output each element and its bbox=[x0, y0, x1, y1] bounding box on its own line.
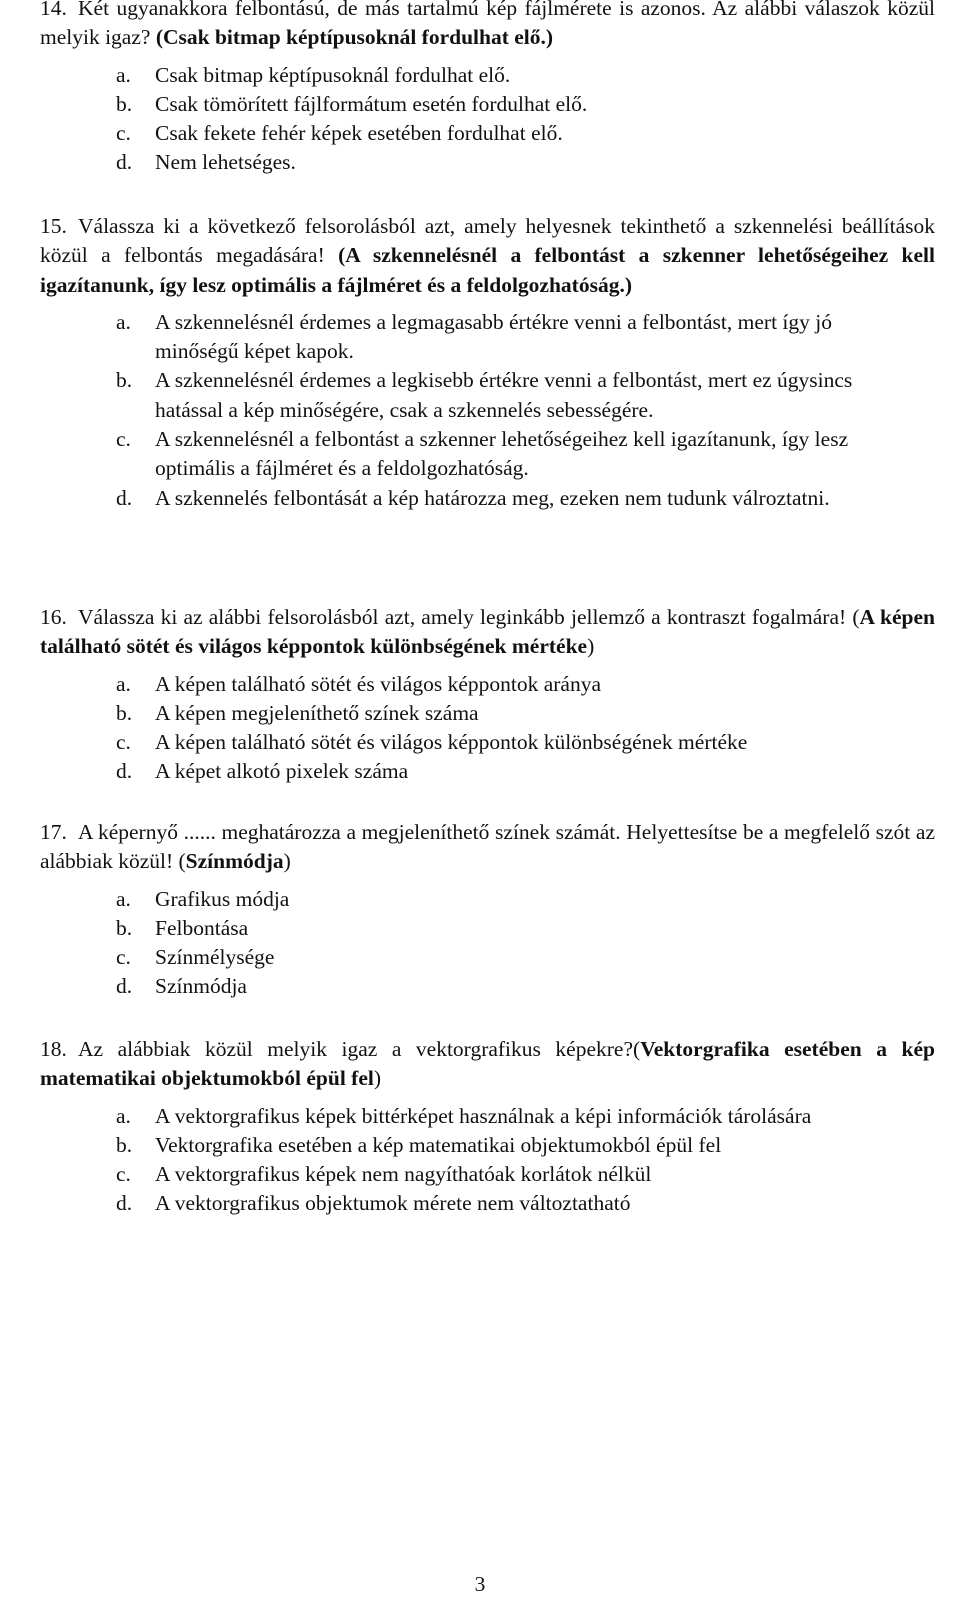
option-d: d. A szkennelés felbontását a kép határozza meg, ezeken nem tudunk válroztatni. bbox=[116, 485, 830, 510]
option-c: c. Csak fekete fehér képek esetében fordulhat elő. bbox=[116, 121, 563, 146]
option-b: b. Csak tömörített fájlformátum esetén fordulhat elő. bbox=[116, 91, 588, 116]
option-a: a. Grafikus módja bbox=[116, 886, 290, 911]
option-b: b. Vektorgrafika esetében a kép matematikai objektumokból épül fel bbox=[116, 1132, 722, 1157]
option-list bbox=[40, 61, 861, 178]
question-15 bbox=[40, 212, 935, 513]
question-number: 16. bbox=[40, 605, 67, 629]
question-16 bbox=[40, 603, 935, 787]
question-text bbox=[40, 603, 935, 662]
option-a: a. Csak bitmap képtípusoknál fordulhat elő. bbox=[116, 62, 511, 87]
question-text bbox=[40, 0, 935, 53]
question-prompt: A képernyő ...... meghatározza a megjeleníthető színek számát. Helyettesítse be a megfelelő szót az alábbiak közül! ( bbox=[40, 820, 935, 874]
correct-answer: (Csak bitmap képtípusoknál fordulhat elő.) bbox=[155, 25, 554, 50]
page-number: 3 bbox=[474, 1572, 486, 1596]
option-d: d. Nem lehetséges. bbox=[116, 150, 296, 175]
option-b: b. A képen megjeleníthető színek száma bbox=[116, 700, 479, 725]
question-suffix: ) bbox=[283, 849, 291, 874]
question-number: 17. bbox=[40, 820, 67, 844]
question-number: 14. bbox=[40, 0, 67, 20]
question-text bbox=[40, 1035, 935, 1094]
question-18 bbox=[40, 1035, 935, 1219]
option-b: b. Felbontása bbox=[116, 915, 249, 940]
option-list bbox=[40, 670, 861, 787]
option-a: a. A vektorgrafikus képek bittérképet használnak a képi információk tárolására bbox=[116, 1103, 812, 1128]
question-prompt: Az alábbiak közül melyik igaz a vektorgrafikus képekre?( bbox=[78, 1037, 641, 1061]
question-14 bbox=[40, 0, 935, 178]
option-c: c. A szkennelésnél a felbontást a szkenner lehetőségeihez kell igazítanunk, így lesz optimális a fájlméret és a feldolgozhatóság. bbox=[116, 427, 849, 481]
option-b: b. A szkennelésnél érdemes a legkisebb értékre venni a felbontást, mert ez úgysincs hatással a kép minőségére, csak a szkennelés sebességére. bbox=[116, 368, 853, 422]
option-a: a. A képen található sötét és világos képpontok aránya bbox=[116, 671, 601, 696]
question-prompt: Válassza ki a következő felsorolásból azt, amely helyesnek tekinthető a szkennelési beállítások közül a felbontás megadására! bbox=[40, 214, 935, 268]
question-text bbox=[40, 212, 935, 300]
correct-answer: Színmódja bbox=[185, 849, 284, 874]
option-c: c. A képen található sötét és világos képpontok különbségének mértéke bbox=[116, 730, 748, 755]
option-d: d. A képet alkotó pixelek száma bbox=[116, 759, 409, 784]
question-suffix: ) bbox=[373, 1066, 382, 1091]
correct-answer: (A szkennelésnél a felbontást a szkenner lehetőségeihez kell igazítanunk, így lesz optimális a fájlméret és a feldolgozhatóság.) bbox=[40, 243, 935, 297]
correct-answer: A képen található sötét és világos képpontok különbségének mértéke bbox=[40, 605, 935, 659]
question-suffix: ) bbox=[587, 634, 595, 659]
option-c: c. Színmélysége bbox=[116, 945, 275, 970]
option-d: d. A vektorgrafikus objektumok mérete nem változtatható bbox=[116, 1191, 631, 1216]
option-d: d. Színmódja bbox=[116, 974, 247, 999]
option-list bbox=[40, 885, 861, 1002]
option-list bbox=[40, 1102, 861, 1219]
question-prompt: Két ugyanakkora felbontású, de más tartalmú kép fájlmérete is azonos. Az alábbi válaszok közül melyik igaz? bbox=[40, 0, 935, 50]
question-number: 18. bbox=[40, 1037, 67, 1061]
correct-answer: Vektorgrafika esetében a kép matematikai objektumokból épül fel bbox=[40, 1037, 935, 1091]
question-17 bbox=[40, 818, 935, 1002]
question-number: 15. bbox=[40, 214, 67, 238]
option-c: c. A vektorgrafikus képek nem nagyíthatóak korlátok nélkül bbox=[116, 1162, 652, 1187]
option-list bbox=[40, 308, 861, 513]
question-prompt: Válassza ki az alábbi felsorolásból azt, amely leginkább jellemző a kontraszt fogalmára! ( bbox=[78, 605, 860, 629]
option-a: a. A szkennelésnél érdemes a legmagasabb értékre venni a felbontást, mert így jó minőségű képet kapok. bbox=[116, 309, 832, 364]
question-text bbox=[40, 818, 935, 877]
